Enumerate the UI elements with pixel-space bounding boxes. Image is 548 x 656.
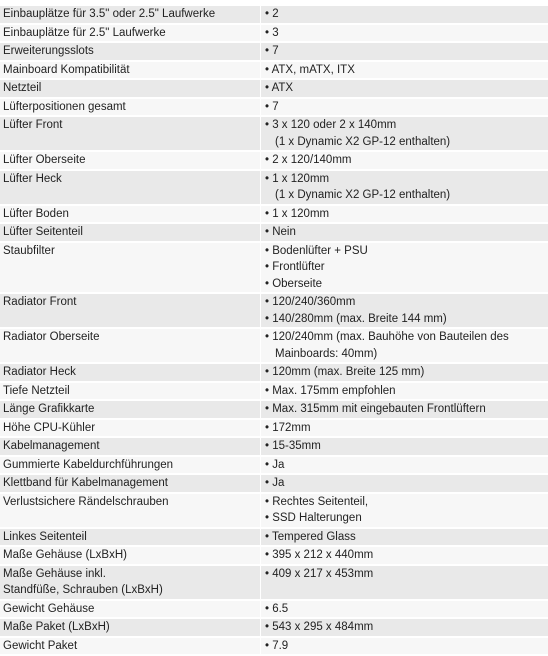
spec-label: Mainboard Kompatibilität: [3, 63, 130, 76]
spec-value-cell: [261, 243, 548, 293]
spec-row: [0, 475, 548, 492]
spec-label-cell: [0, 401, 261, 418]
spec-table-body: [0, 6, 548, 654]
spec-value-cell: [261, 457, 548, 474]
spec-label: Einbauplätze für 2.5" Laufwerke: [3, 26, 166, 39]
spec-table: [0, 4, 548, 656]
spec-label-cell: [0, 547, 261, 564]
spec-label: Tiefe Netzteil: [3, 384, 70, 397]
spec-value: • Bodenlüfter + PSU: [265, 244, 368, 257]
spec-row: [0, 566, 548, 599]
spec-label-cell: [0, 494, 261, 527]
spec-label: Linkes Seitenteil: [3, 530, 87, 543]
spec-row: [0, 601, 548, 618]
spec-label-cell: [0, 566, 261, 599]
spec-value: • Oberseite: [265, 277, 323, 290]
spec-label: Lüfter Front: [3, 119, 63, 131]
spec-row: [0, 99, 548, 116]
spec-row: [0, 6, 548, 23]
spec-value: • 1 x 120mm: [265, 172, 330, 185]
spec-value-cell: [261, 383, 548, 400]
spec-value: • Ja: [265, 477, 285, 489]
spec-label: Maße Paket (LxBxH): [3, 621, 110, 633]
spec-label: Lüfter Seitenteil: [3, 226, 83, 238]
spec-row: [0, 401, 548, 418]
spec-value: • Nein: [265, 226, 296, 238]
spec-value-cell: [261, 99, 548, 116]
spec-row: [0, 457, 548, 474]
spec-value-cell: [261, 401, 548, 418]
spec-label-cell: [0, 43, 261, 60]
spec-value: • 543 x 295 x 484mm: [265, 621, 374, 633]
spec-value: • 6.5: [265, 602, 289, 615]
spec-row: [0, 80, 548, 97]
spec-value: • 3: [265, 26, 279, 39]
spec-value: • 120/240/360mm: [265, 296, 356, 308]
spec-value-cell: [261, 438, 548, 455]
spec-label: Gummierte Kabeldurchführungen: [3, 458, 174, 471]
spec-label: Staubfilter: [3, 244, 55, 257]
spec-label-cell: [0, 383, 261, 400]
spec-label-cell: [0, 619, 261, 636]
spec-label-cell: [0, 6, 261, 23]
spec-row: [0, 243, 548, 293]
spec-value: • 120/240mm (max. Bauhöhe von Bauteilen des: [265, 331, 509, 343]
spec-label: Gewicht Gehäuse: [3, 602, 95, 615]
spec-value-cell: [261, 329, 548, 362]
spec-row: [0, 619, 548, 636]
spec-row: [0, 529, 548, 546]
spec-label: Einbauplätze für 3.5" oder 2.5" Laufwerke: [3, 8, 216, 20]
spec-value: • 140/280mm (max. Breite 144 mm): [265, 312, 447, 325]
spec-value: • Frontlüfter: [265, 261, 325, 273]
spec-row: [0, 438, 548, 455]
spec-label: Kabelmanagement: [3, 440, 100, 452]
spec-row: [0, 383, 548, 400]
spec-value-cell: [261, 420, 548, 437]
spec-row: [0, 294, 548, 327]
spec-row: [0, 171, 548, 204]
spec-value: (1 x Dynamic X2 GP-12 enthalten): [275, 189, 451, 201]
spec-label: Lüfter Heck: [3, 172, 62, 185]
spec-value-cell: [261, 529, 548, 546]
spec-row: [0, 638, 548, 655]
spec-label-cell: [0, 294, 261, 327]
spec-value: (1 x Dynamic X2 GP-12 enthalten): [275, 135, 451, 148]
spec-value: • ATX, mATX, ITX: [265, 63, 355, 76]
spec-label-cell: [0, 171, 261, 204]
spec-label: Erweiterungsslots: [3, 45, 94, 57]
spec-value: • Max. 315mm mit eingebauten Frontlüftern: [265, 403, 486, 415]
spec-label-cell: [0, 62, 261, 79]
spec-label-cell: [0, 80, 261, 97]
spec-row: [0, 494, 548, 527]
spec-value-cell: [261, 547, 548, 564]
spec-row: [0, 329, 548, 362]
spec-value-cell: [261, 152, 548, 169]
spec-row: [0, 547, 548, 564]
spec-label-cell: [0, 329, 261, 362]
spec-label: Netzteil: [3, 82, 42, 94]
spec-value: • 395 x 212 x 440mm: [265, 549, 374, 561]
spec-label: Maße Gehäuse (LxBxH): [3, 549, 127, 561]
spec-value: • Ja: [265, 458, 285, 471]
spec-row: [0, 117, 548, 150]
spec-label: Höhe CPU-Kühler: [3, 421, 96, 434]
spec-label-cell: [0, 99, 261, 116]
spec-label-cell: [0, 420, 261, 437]
spec-value: • 120mm (max. Breite 125 mm): [265, 366, 425, 378]
spec-value-cell: [261, 43, 548, 60]
spec-value-cell: [261, 566, 548, 599]
spec-label-cell: [0, 364, 261, 381]
spec-value-cell: [261, 619, 548, 636]
spec-value: • Rechtes Seitenteil,: [265, 495, 369, 508]
spec-value: • 172mm: [265, 421, 311, 434]
spec-label: Maße Gehäuse inkl.: [3, 567, 106, 580]
spec-value-cell: [261, 62, 548, 79]
spec-value-cell: [261, 206, 548, 223]
spec-value: • 3 x 120 oder 2 x 140mm: [265, 119, 397, 131]
spec-value: • 7: [265, 45, 279, 57]
spec-value: • 409 x 217 x 453mm: [265, 567, 374, 580]
spec-label-cell: [0, 25, 261, 42]
spec-label-cell: [0, 117, 261, 150]
spec-value-cell: [261, 224, 548, 241]
spec-label-cell: [0, 457, 261, 474]
spec-label-cell: [0, 243, 261, 293]
spec-value-cell: [261, 25, 548, 42]
spec-label-cell: [0, 206, 261, 223]
spec-label: Standfüße, Schrauben (LxBxH): [3, 584, 163, 596]
spec-label: Gewicht Paket: [3, 639, 78, 652]
spec-value-cell: [261, 171, 548, 204]
spec-value: • 7: [265, 100, 279, 113]
spec-label-cell: [0, 224, 261, 241]
spec-value: Mainboards: 40mm): [275, 347, 378, 360]
spec-value: • 15-35mm: [265, 440, 321, 452]
spec-label: Länge Grafikkarte: [3, 403, 95, 415]
spec-row: [0, 206, 548, 223]
spec-row: [0, 364, 548, 381]
spec-label: Radiator Front: [3, 296, 77, 308]
spec-label: Lüfter Boden: [3, 207, 69, 220]
spec-value-cell: [261, 117, 548, 150]
spec-value: • SSD Halterungen: [265, 512, 362, 524]
spec-value-cell: [261, 6, 548, 23]
spec-label-cell: [0, 638, 261, 655]
spec-row: [0, 25, 548, 42]
spec-label-cell: [0, 601, 261, 618]
spec-row: [0, 62, 548, 79]
spec-label: Radiator Oberseite: [3, 331, 100, 343]
spec-label: Lüfter Oberseite: [3, 154, 86, 166]
spec-label: Verlustsichere Rändelschrauben: [3, 495, 169, 508]
spec-row: [0, 43, 548, 60]
spec-value: • 2 x 120/140mm: [265, 154, 352, 166]
spec-row: [0, 152, 548, 169]
spec-value: • 1 x 120mm: [265, 207, 330, 220]
spec-label: Klettband für Kabelmanagement: [3, 477, 168, 489]
spec-label: Lüfterpositionen gesamt: [3, 100, 126, 113]
spec-value: • Max. 175mm empfohlen: [265, 384, 396, 397]
spec-value-cell: [261, 364, 548, 381]
spec-value: • Tempered Glass: [265, 530, 356, 543]
spec-value-cell: [261, 601, 548, 618]
spec-value: • 7.9: [265, 639, 289, 652]
spec-label: Radiator Heck: [3, 366, 76, 378]
spec-row: [0, 224, 548, 241]
spec-label-cell: [0, 152, 261, 169]
spec-value: • 2: [265, 8, 279, 20]
spec-label-cell: [0, 475, 261, 492]
spec-value-cell: [261, 294, 548, 327]
spec-label-cell: [0, 438, 261, 455]
spec-value-cell: [261, 638, 548, 655]
spec-label-cell: [0, 529, 261, 546]
spec-row: [0, 420, 548, 437]
spec-value-cell: [261, 494, 548, 527]
spec-value: • ATX: [265, 82, 294, 94]
spec-value-cell: [261, 475, 548, 492]
spec-value-cell: [261, 80, 548, 97]
